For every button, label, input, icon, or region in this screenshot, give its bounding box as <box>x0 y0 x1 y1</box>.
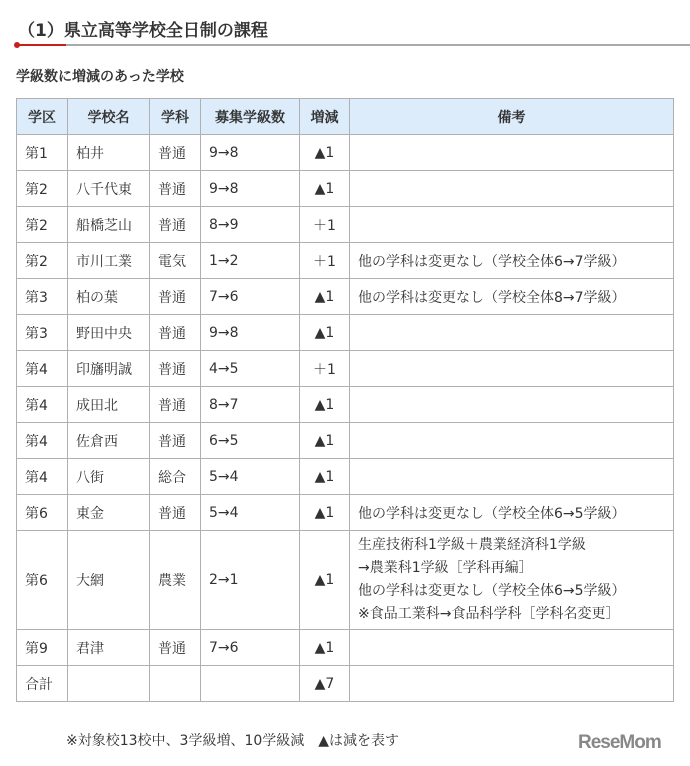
table-cell: ▲1 <box>300 630 350 666</box>
table-cell: 9→8 <box>201 171 300 207</box>
table-cell: ▲1 <box>300 315 350 351</box>
table-cell: 普通 <box>150 351 201 387</box>
table-cell: ＋1 <box>300 351 350 387</box>
table-row <box>17 495 674 531</box>
table-cell <box>350 351 674 387</box>
table-header-row <box>17 99 674 135</box>
table-cell: 5→4 <box>201 495 300 531</box>
title-divider <box>16 44 690 46</box>
table-cell: 八街 <box>68 459 150 495</box>
table-cell: 第2 <box>17 171 68 207</box>
table-cell: 4→5 <box>201 351 300 387</box>
table-row <box>17 630 674 666</box>
table-cell <box>350 630 674 666</box>
table-cell: 第4 <box>17 423 68 459</box>
table-cell: ▲1 <box>300 459 350 495</box>
table-row <box>17 135 674 171</box>
table-cell: ▲1 <box>300 531 350 630</box>
table-cell: 印旛明誠 <box>68 351 150 387</box>
table-cell: ▲1 <box>300 423 350 459</box>
table-cell: 普通 <box>150 171 201 207</box>
class-change-table <box>16 98 674 702</box>
table-cell: 市川工業 <box>68 243 150 279</box>
table-cell: 7→6 <box>201 279 300 315</box>
table-cell: 農業 <box>150 531 201 630</box>
table-cell: 8→7 <box>201 387 300 423</box>
table-cell <box>350 387 674 423</box>
resemom-logo: ReseMom <box>578 732 661 753</box>
table-cell: 普通 <box>150 207 201 243</box>
table-cell: ▲1 <box>300 171 350 207</box>
table-cell: 普通 <box>150 495 201 531</box>
table-cell: 6→5 <box>201 423 300 459</box>
table-cell: 東金 <box>68 495 150 531</box>
table-cell: 9→8 <box>201 315 300 351</box>
table-cell <box>201 666 300 702</box>
table-cell: 第2 <box>17 243 68 279</box>
table-row <box>17 531 674 630</box>
table-cell: ▲1 <box>300 135 350 171</box>
table-row <box>17 207 674 243</box>
table-cell: 総合 <box>150 459 201 495</box>
table-cell: 大網 <box>68 531 150 630</box>
column-header: 増減 <box>300 99 350 135</box>
table-cell: 柏の葉 <box>68 279 150 315</box>
table-cell: 佐倉西 <box>68 423 150 459</box>
table-cell: ▲1 <box>300 279 350 315</box>
table-cell: 第6 <box>17 531 68 630</box>
table-cell: ▲1 <box>300 387 350 423</box>
table-cell: 他の学科は変更なし（学校全体8→7学級） <box>350 279 674 315</box>
table-row <box>17 171 674 207</box>
table-cell: 5→4 <box>201 459 300 495</box>
table-cell <box>350 315 674 351</box>
note-line: ※食品工業科→食品科学科［学科名変更］ <box>358 606 620 622</box>
table-cell: ＋1 <box>300 243 350 279</box>
note-line: 他の学科は変更なし（学校全体6→5学級） <box>358 583 626 599</box>
column-header: 備考 <box>350 99 674 135</box>
table-cell: 7→6 <box>201 630 300 666</box>
table-row <box>17 243 674 279</box>
table-cell: 2→1 <box>201 531 300 630</box>
table-cell: 普通 <box>150 387 201 423</box>
table-cell: 君津 <box>68 630 150 666</box>
table-row <box>17 666 674 702</box>
table-row <box>17 351 674 387</box>
subtitle: 学級数に増減のあった学校 <box>16 69 184 85</box>
table-cell: 普通 <box>150 315 201 351</box>
note-line: →農業科1学級［学科再編］ <box>358 560 533 576</box>
table-cell <box>350 135 674 171</box>
table-cell: 野田中央 <box>68 315 150 351</box>
table-cell: 普通 <box>150 630 201 666</box>
table-cell: 普通 <box>150 423 201 459</box>
table-cell: 第9 <box>17 630 68 666</box>
section-title: （1）県立高等学校全日制の課程 <box>18 21 268 41</box>
table-row <box>17 279 674 315</box>
table-cell: 第2 <box>17 207 68 243</box>
column-header: 学校名 <box>68 99 150 135</box>
table-cell: 普通 <box>150 135 201 171</box>
table-cell: ▲1 <box>300 495 350 531</box>
table-row <box>17 315 674 351</box>
table-cell: 普通 <box>150 279 201 315</box>
table-cell: 柏井 <box>68 135 150 171</box>
table-cell: 船橋芝山 <box>68 207 150 243</box>
table-cell: 第3 <box>17 279 68 315</box>
table-cell: ＋1 <box>300 207 350 243</box>
column-header: 学科 <box>150 99 201 135</box>
table-cell: 第4 <box>17 387 68 423</box>
table-cell: 9→8 <box>201 135 300 171</box>
table-cell <box>350 459 674 495</box>
table-cell: 1→2 <box>201 243 300 279</box>
table-cell: ▲7 <box>300 666 350 702</box>
table-cell: 他の学科は変更なし（学校全体6→5学級） <box>350 495 674 531</box>
table-cell: 成田北 <box>68 387 150 423</box>
table-row <box>17 423 674 459</box>
column-header: 学区 <box>17 99 68 135</box>
table-cell <box>350 666 674 702</box>
note-line: 生産技術科1学級＋農業経済科1学級 <box>358 537 586 553</box>
table-cell: 第4 <box>17 459 68 495</box>
table-cell <box>350 207 674 243</box>
footnote: ※対象校13校中、3学級増、10学級減 ▲は減を表す <box>66 733 400 749</box>
table-cell <box>350 531 674 630</box>
column-header: 募集学級数 <box>201 99 300 135</box>
table-row <box>17 459 674 495</box>
table-cell: 8→9 <box>201 207 300 243</box>
table-cell: 電気 <box>150 243 201 279</box>
table-cell: 第1 <box>17 135 68 171</box>
table-cell <box>68 666 150 702</box>
table-cell: 第3 <box>17 315 68 351</box>
table-cell <box>350 171 674 207</box>
table-cell <box>350 423 674 459</box>
table-cell: 八千代東 <box>68 171 150 207</box>
table-cell: 合計 <box>17 666 68 702</box>
table-row <box>17 387 674 423</box>
table-cell: 第4 <box>17 351 68 387</box>
table-cell: 他の学科は変更なし（学校全体6→7学級） <box>350 243 674 279</box>
table-cell: 第6 <box>17 495 68 531</box>
table-cell <box>150 666 201 702</box>
